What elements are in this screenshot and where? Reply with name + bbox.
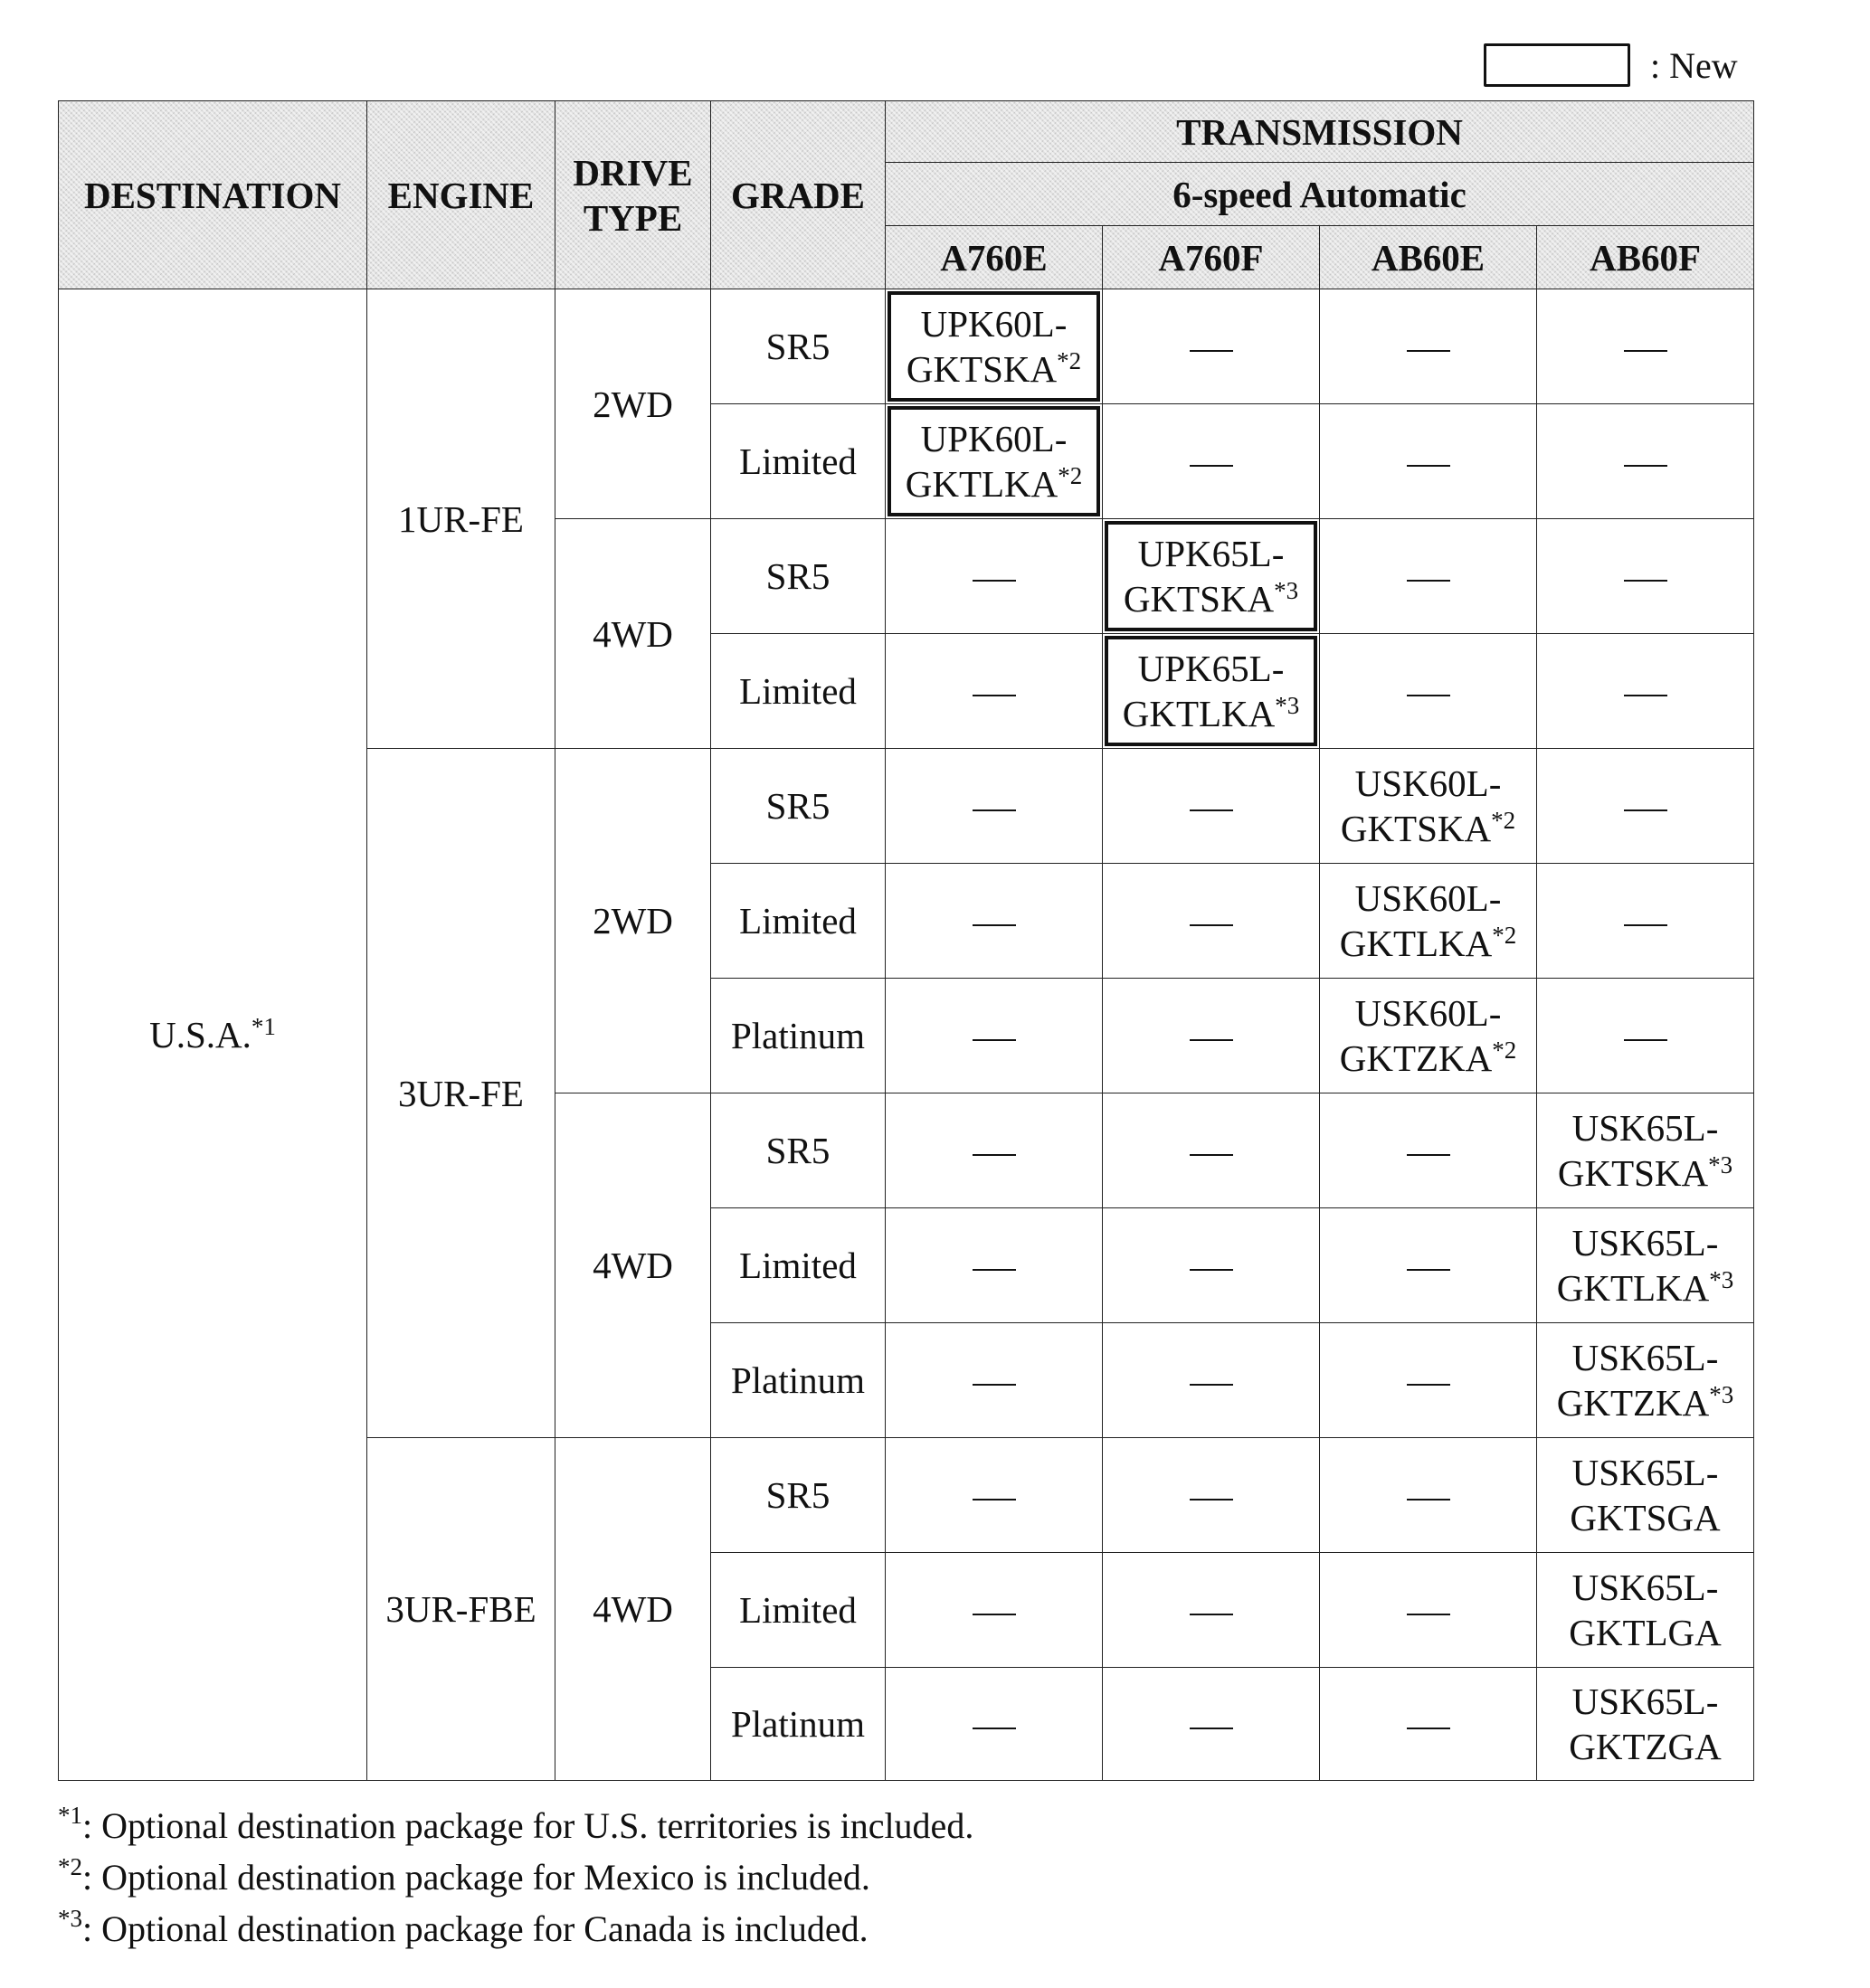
model-cell-new [886, 289, 1103, 404]
dash-mark [1407, 350, 1450, 352]
grade-cell: Limited [711, 1553, 886, 1668]
empty-cell [1320, 1553, 1537, 1668]
model-cell [1320, 864, 1537, 979]
destination-cell [59, 289, 367, 1781]
footnote-mark: *1 [58, 1802, 82, 1829]
dash-mark [1624, 809, 1667, 811]
dash-mark [1624, 465, 1667, 467]
model-cell [1320, 979, 1537, 1093]
model-cell-new [1103, 519, 1320, 634]
header-col-a760f: A760F [1103, 226, 1320, 289]
dash-mark [1190, 350, 1233, 352]
footnote-text: : Optional destination package for Mexico is included. [82, 1857, 870, 1898]
model-line1: USK65L- [1571, 1107, 1719, 1149]
model-cell [1537, 1438, 1754, 1553]
model-mark: *3 [1709, 1381, 1734, 1408]
model-mark: *3 [1709, 1266, 1734, 1293]
grade-cell: SR5 [711, 1093, 886, 1208]
empty-cell [1537, 749, 1754, 864]
dash-mark [1190, 1728, 1233, 1729]
model-line1: USK60L- [1354, 877, 1502, 919]
model-mark: *2 [1058, 462, 1083, 489]
empty-cell [886, 634, 1103, 749]
dash-mark [973, 580, 1016, 582]
model-mark: *3 [1708, 1151, 1733, 1179]
model-line1: USK65L- [1571, 1680, 1719, 1722]
empty-cell [1320, 1438, 1537, 1553]
model-line2: GKTLGA [1569, 1612, 1722, 1653]
empty-cell [1320, 519, 1537, 634]
footnote-text: : Optional destination package for Canada is included. [82, 1908, 869, 1949]
dash-mark [1190, 809, 1233, 811]
empty-cell [1103, 749, 1320, 864]
dash-mark [1190, 1269, 1233, 1271]
footnotes [58, 1800, 973, 1955]
dash-mark [1624, 350, 1667, 352]
legend-label: : New [1650, 44, 1738, 86]
grade-cell: Platinum [711, 1323, 886, 1438]
model-line2: GKTSKA [1123, 578, 1275, 620]
header-grade: GRADE [711, 101, 886, 289]
dash-mark [1190, 1154, 1233, 1156]
empty-cell [886, 749, 1103, 864]
footnote [58, 1851, 973, 1903]
grade-cell: SR5 [711, 289, 886, 404]
model-line2: GKTZKA [1339, 1037, 1493, 1079]
header-col-ab60f: AB60F [1537, 226, 1754, 289]
grade-cell: SR5 [711, 519, 886, 634]
empty-cell [1537, 864, 1754, 979]
drive-cell: 4WD [555, 519, 711, 749]
footnote [58, 1903, 973, 1955]
empty-cell [886, 1438, 1103, 1553]
grade-cell: Limited [711, 404, 886, 519]
dash-mark [1624, 924, 1667, 926]
dash-mark [1407, 1384, 1450, 1386]
empty-cell [1103, 1438, 1320, 1553]
model-mark: *3 [1275, 692, 1300, 719]
model-line1: UPK65L- [1137, 533, 1285, 574]
header-engine: ENGINE [367, 101, 555, 289]
grade-cell: Platinum [711, 979, 886, 1093]
dash-mark [1190, 1614, 1233, 1615]
empty-cell [886, 979, 1103, 1093]
empty-cell [1320, 289, 1537, 404]
empty-cell [1320, 404, 1537, 519]
dash-mark [1190, 1499, 1233, 1500]
model-line1: USK60L- [1354, 762, 1502, 804]
dash-mark [1407, 1154, 1450, 1156]
model-mark: *3 [1274, 577, 1299, 604]
header-drive-type [555, 101, 711, 289]
model-line2: GKTSKA [906, 348, 1058, 390]
model-mark: *2 [1057, 347, 1082, 374]
footnote-text: : Optional destination package for U.S. territories is included. [82, 1805, 974, 1846]
model-cell-new [886, 404, 1103, 519]
empty-cell [1537, 289, 1754, 404]
dash-mark [1407, 1728, 1450, 1729]
footnote-mark: *2 [58, 1853, 82, 1880]
dash-mark [973, 1384, 1016, 1386]
dash-mark [973, 1499, 1016, 1500]
empty-cell [1103, 289, 1320, 404]
model-cell [1537, 1093, 1754, 1208]
drive-cell: 2WD [555, 289, 711, 519]
model-mark: *2 [1492, 922, 1517, 949]
model-line1: USK65L- [1571, 1222, 1719, 1264]
dash-mark [1190, 1384, 1233, 1386]
model-line1: USK60L- [1354, 992, 1502, 1034]
model-line2: GKTLKA [1556, 1267, 1710, 1309]
model-line2: GKTSKA [1340, 808, 1492, 849]
empty-cell [1537, 519, 1754, 634]
header-destination: DESTINATION [59, 101, 367, 289]
model-line1: USK65L- [1571, 1337, 1719, 1378]
grade-cell: SR5 [711, 749, 886, 864]
model-mark: *2 [1491, 807, 1516, 834]
empty-cell [1103, 1553, 1320, 1668]
empty-cell [1320, 1323, 1537, 1438]
empty-cell [1103, 1323, 1320, 1438]
header-col-ab60e: AB60E [1320, 226, 1537, 289]
dash-mark [1190, 1039, 1233, 1041]
model-line1: USK65L- [1571, 1452, 1719, 1493]
header-drive-line2: TYPE [583, 196, 683, 239]
empty-cell [1320, 634, 1537, 749]
empty-cell [1103, 1093, 1320, 1208]
dash-mark [973, 1728, 1016, 1729]
model-cell [1537, 1553, 1754, 1668]
dash-mark [973, 1269, 1016, 1271]
empty-cell [886, 1553, 1103, 1668]
footnote [58, 1800, 973, 1851]
dash-mark [1624, 1039, 1667, 1041]
dash-mark [973, 924, 1016, 926]
model-cell-new [1103, 634, 1320, 749]
model-line2: GKTSGA [1570, 1497, 1721, 1538]
empty-cell [1537, 404, 1754, 519]
empty-cell [886, 1093, 1103, 1208]
header-drive-line1: DRIVE [573, 151, 693, 194]
header-transmission: TRANSMISSION [886, 101, 1754, 163]
empty-cell [1103, 1208, 1320, 1323]
engine-cell: 1UR-FE [367, 289, 555, 749]
engine-cell: 3UR-FE [367, 749, 555, 1438]
dash-mark [1407, 1614, 1450, 1615]
dash-mark [1407, 695, 1450, 696]
grade-cell: Platinum [711, 1668, 886, 1781]
drive-cell: 4WD [555, 1438, 711, 1781]
model-line2: GKTZGA [1569, 1726, 1722, 1767]
grade-cell: Limited [711, 864, 886, 979]
model-line2: GKTSKA [1557, 1152, 1709, 1194]
footnote-mark: *3 [58, 1905, 82, 1932]
grade-cell: SR5 [711, 1438, 886, 1553]
model-cell [1537, 1208, 1754, 1323]
empty-cell [1537, 634, 1754, 749]
header-col-a760e: A760E [886, 226, 1103, 289]
empty-cell [1103, 404, 1320, 519]
drive-cell: 4WD [555, 1093, 711, 1438]
empty-cell [886, 1668, 1103, 1781]
model-cell [1537, 1668, 1754, 1781]
legend [1484, 40, 1738, 90]
model-mark: *2 [1492, 1037, 1517, 1064]
dash-mark [1407, 580, 1450, 582]
empty-cell [1103, 1668, 1320, 1781]
grade-cell: Limited [711, 1208, 886, 1323]
empty-cell [1320, 1093, 1537, 1208]
table-row [59, 289, 1754, 404]
dash-mark [973, 695, 1016, 696]
dash-mark [1407, 1499, 1450, 1500]
empty-cell [886, 1323, 1103, 1438]
dash-mark [1407, 465, 1450, 467]
grade-cell: Limited [711, 634, 886, 749]
empty-cell [1320, 1668, 1537, 1781]
model-line1: UPK65L- [1137, 648, 1285, 689]
model-line1: UPK60L- [920, 303, 1068, 345]
model-line1: USK65L- [1571, 1567, 1719, 1608]
dash-mark [973, 1154, 1016, 1156]
model-line2: GKTLKA [1339, 923, 1493, 964]
empty-cell [1103, 979, 1320, 1093]
dash-mark [1190, 924, 1233, 926]
empty-cell [886, 519, 1103, 634]
dash-mark [973, 809, 1016, 811]
engine-cell: 3UR-FBE [367, 1438, 555, 1781]
model-line2: GKTZKA [1556, 1382, 1710, 1424]
dash-mark [1624, 580, 1667, 582]
legend-new-box [1484, 43, 1630, 87]
model-cell [1320, 749, 1537, 864]
destination-mark: *1 [251, 1013, 276, 1040]
model-line1: UPK60L- [920, 418, 1068, 459]
drive-cell: 2WD [555, 749, 711, 1093]
dash-mark [973, 1039, 1016, 1041]
empty-cell [1103, 864, 1320, 979]
model-code-table [58, 100, 1754, 1781]
destination-name: U.S.A. [149, 1014, 252, 1056]
empty-cell [886, 1208, 1103, 1323]
model-line2: GKTLKA [905, 463, 1058, 505]
dash-mark [1624, 695, 1667, 696]
empty-cell [1320, 1208, 1537, 1323]
model-cell [1537, 1323, 1754, 1438]
model-line2: GKTLKA [1122, 693, 1276, 734]
empty-cell [1537, 979, 1754, 1093]
empty-cell [886, 864, 1103, 979]
dash-mark [1407, 1269, 1450, 1271]
dash-mark [973, 1614, 1016, 1615]
header-transmission-sub: 6-speed Automatic [886, 163, 1754, 226]
dash-mark [1190, 465, 1233, 467]
